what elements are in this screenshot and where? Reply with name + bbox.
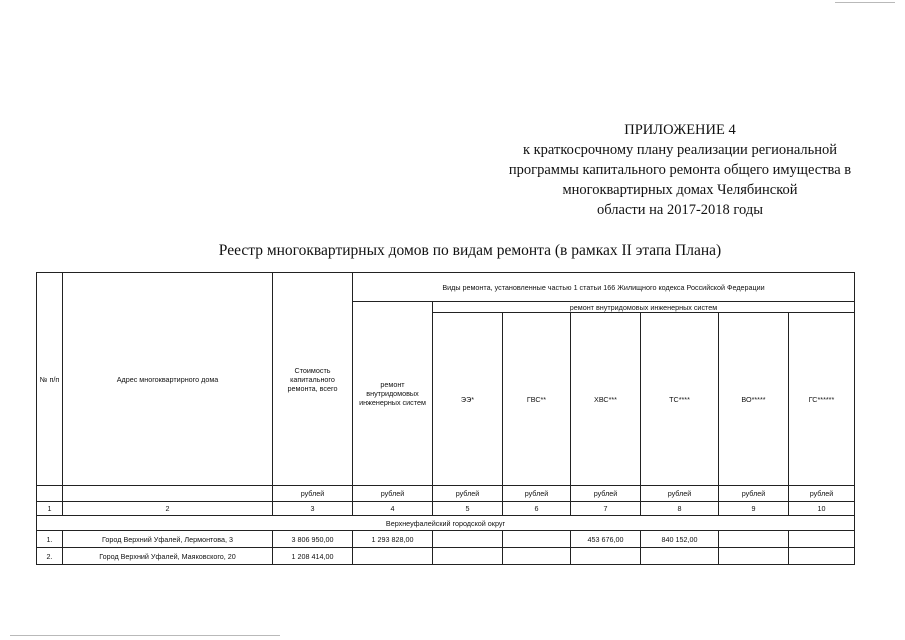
table-row xyxy=(37,548,855,565)
unit-cell: рублей xyxy=(353,486,433,502)
col-number: 1 xyxy=(37,502,63,516)
row-vo xyxy=(719,531,789,548)
col-number: 3 xyxy=(273,502,353,516)
col-header-hvs: ХВС*** xyxy=(571,313,641,486)
appendix-line: многоквартирных домах Челябинской xyxy=(562,182,798,198)
col-number: 9 xyxy=(719,502,789,516)
subgroup-header: ремонт внутридомовых инженерных систем xyxy=(433,302,855,313)
unit-cell: рублей xyxy=(503,486,571,502)
table-row xyxy=(37,531,855,548)
row-ts: 840 152,00 xyxy=(641,531,719,548)
col-number: 7 xyxy=(571,502,641,516)
col-number: 4 xyxy=(353,502,433,516)
row-total: 1 208 414,00 xyxy=(273,548,353,565)
col-number: 6 xyxy=(503,502,571,516)
col-header-vo: ВО***** xyxy=(719,313,789,486)
col-header-num: № п/п xyxy=(37,273,63,486)
unit-cell: рублей xyxy=(641,486,719,502)
row-address: Город Верхний Уфалей, Маяковского, 20 xyxy=(63,548,273,565)
col-header-repair: ремонт внутридомовых инженерных систем xyxy=(353,302,433,486)
row-hvs: 453 676,00 xyxy=(571,531,641,548)
appendix-block xyxy=(470,120,890,220)
unit-cell: рублей xyxy=(789,486,855,502)
unit-cell: рублей xyxy=(273,486,353,502)
unit-cell: рублей xyxy=(571,486,641,502)
col-header-cost: Стоимость капитального ремонта, всего xyxy=(273,273,353,486)
appendix-line: программы капитального ремонта общего имущества в xyxy=(508,162,852,178)
row-num: 2. xyxy=(37,548,63,565)
col-header-gvs: ГВС** xyxy=(503,313,571,486)
row-ee xyxy=(433,548,503,565)
row-ts xyxy=(641,548,719,565)
appendix-heading: ПРИЛОЖЕНИЕ 4 xyxy=(624,122,736,138)
unit-cell: рублей xyxy=(719,486,789,502)
row-gvs xyxy=(503,531,571,548)
row-num: 1. xyxy=(37,531,63,548)
col-header-ee: ЭЭ* xyxy=(433,313,503,486)
unit-cell xyxy=(63,486,273,502)
row-ee xyxy=(433,531,503,548)
row-gs xyxy=(789,531,855,548)
col-header-gs: ГС****** xyxy=(789,313,855,486)
row-vo xyxy=(719,548,789,565)
row-gvs xyxy=(503,548,571,565)
appendix-line: области на 2017-2018 годы xyxy=(597,202,763,218)
col-number: 2 xyxy=(63,502,273,516)
unit-cell: рублей xyxy=(433,486,503,502)
col-header-address: Адрес многоквартирного дома xyxy=(63,273,273,486)
unit-cell xyxy=(37,486,63,502)
group-header: Виды ремонта, установленные частью 1 статьи 166 Жилищного кодекса Российской Федерации xyxy=(353,273,855,302)
scan-artifact xyxy=(10,635,280,636)
section-row: Верхнеуфалейский городской округ xyxy=(37,516,855,531)
registry-table xyxy=(36,272,855,565)
col-number: 10 xyxy=(789,502,855,516)
row-hvs xyxy=(571,548,641,565)
col-header-ts: ТС**** xyxy=(641,313,719,486)
row-address: Город Верхний Уфалей, Лермонтова, 3 xyxy=(63,531,273,548)
row-repair: 1 293 828,00 xyxy=(353,531,433,548)
col-number: 5 xyxy=(433,502,503,516)
scan-artifact xyxy=(835,2,895,3)
row-repair xyxy=(353,548,433,565)
registry-title: Реестр многоквартирных домов по видам ремонта (в рамках II этапа Плана) xyxy=(218,242,722,259)
row-gs xyxy=(789,548,855,565)
row-total: 3 806 950,00 xyxy=(273,531,353,548)
appendix-line: к краткосрочному плану реализации региональной xyxy=(522,142,838,158)
col-number: 8 xyxy=(641,502,719,516)
